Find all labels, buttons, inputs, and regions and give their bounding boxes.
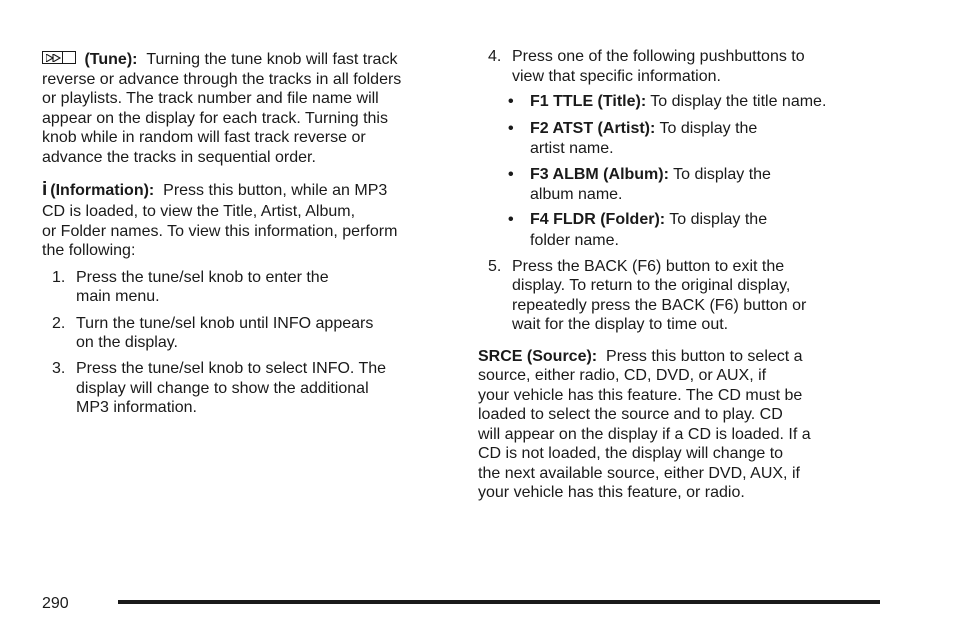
info-heading-line — [42, 180, 387, 201]
step-number: 2. — [52, 315, 66, 332]
tune-heading-line — [42, 50, 397, 70]
step-2 — [52, 314, 373, 334]
info-line: Press this button, while an MP3 — [163, 182, 388, 199]
step-number: 1. — [52, 269, 66, 286]
bullet-text: album name. — [530, 186, 623, 203]
step-text: Press one of the following pushbuttons to — [512, 48, 805, 65]
bullet-text: To display the — [659, 120, 758, 137]
info-line: or Folder names. To view this information, perform — [42, 223, 398, 240]
step-text: view that specific information. — [512, 68, 721, 85]
bullet-label: F1 TTLE (Title): — [530, 93, 647, 110]
step-text: display will change to show the additional — [76, 380, 369, 397]
bullet-text: To display the — [669, 211, 768, 228]
step-text: wait for the display to time out. — [512, 316, 729, 333]
srce-line: your vehicle has this feature, or radio. — [478, 484, 745, 501]
step-text: Press the tune/sel knob to select INFO. The — [76, 360, 387, 377]
info-icon: i — [42, 179, 48, 200]
bullet-label: F4 FLDR (Folder): — [530, 211, 666, 228]
srce-heading: SRCE (Source): — [478, 348, 598, 365]
bullet-folder: • F4 FLDR (Folder): To display the — [508, 211, 768, 228]
tune-line: knob while in random will fast track reverse or — [42, 129, 366, 146]
info-line: the following: — [42, 242, 136, 259]
srce-line: source, either radio, CD, DVD, or AUX, if — [478, 367, 767, 384]
step-text: repeatedly press the BACK (F6) button or — [512, 297, 807, 314]
step-1 — [52, 268, 329, 288]
tune-line: Turning the tune knob will fast track — [146, 51, 398, 68]
srce-line: loaded to select the source and to play. CD — [478, 406, 783, 423]
srce-line: your vehicle has this feature. The CD must be — [478, 387, 803, 404]
step-number: 4. — [488, 48, 502, 65]
bullet-label: F3 ALBM (Album): — [530, 166, 669, 183]
bullet-title: • F1 TTLE (Title): To display the title name. — [508, 93, 827, 110]
step-text: Press the BACK (F6) button to exit the — [512, 258, 785, 275]
step-text: Turn the tune/sel knob until INFO appears — [76, 315, 374, 332]
bullet-text: To display the title name. — [650, 93, 827, 110]
tune-line: advance the tracks in sequential order. — [42, 149, 316, 166]
info-line: CD is loaded, to view the Title, Artist, Album, — [42, 203, 356, 220]
fast-forward-icon — [42, 51, 76, 64]
bullet-album: • F3 ALBM (Album): To display the — [508, 166, 771, 183]
srce-line: will appear on the display if a CD is loaded. If a — [478, 426, 811, 443]
srce-heading-line — [478, 347, 803, 367]
bullet-text: To display the — [673, 166, 771, 183]
step-text: on the display. — [76, 334, 178, 351]
bullet-artist: • F2 ATST (Artist): To display the — [508, 120, 758, 137]
srce-line: Press this button to select a — [606, 348, 803, 365]
tune-line: reverse or advance through the tracks in all folders — [42, 71, 402, 88]
step-text: Press the tune/sel knob to enter the — [76, 269, 329, 286]
step-text: main menu. — [76, 288, 160, 305]
bullet-text: folder name. — [530, 232, 619, 249]
step-text: display. To return to the original display, — [512, 277, 791, 294]
srce-line: CD is not loaded, the display will change to — [478, 445, 784, 462]
info-heading: (Information): — [50, 182, 155, 199]
step-3 — [52, 359, 386, 379]
step-5 — [488, 257, 784, 277]
step-number: 5. — [488, 258, 502, 275]
bullet-text: artist name. — [530, 140, 614, 157]
tune-line: or playlists. The track number and file name will — [42, 90, 379, 107]
tune-heading: (Tune): — [84, 51, 138, 68]
page-number: 290 — [42, 595, 69, 612]
step-number: 3. — [52, 360, 66, 377]
step-text: MP3 information. — [76, 399, 197, 416]
srce-line: the next available source, either DVD, AUX, if — [478, 465, 800, 482]
footer-rule — [118, 600, 880, 604]
bullet-label: F2 ATST (Artist): — [530, 120, 656, 137]
step-4 — [488, 47, 805, 67]
tune-line: appear on the display for each track. Turning this — [42, 110, 388, 127]
